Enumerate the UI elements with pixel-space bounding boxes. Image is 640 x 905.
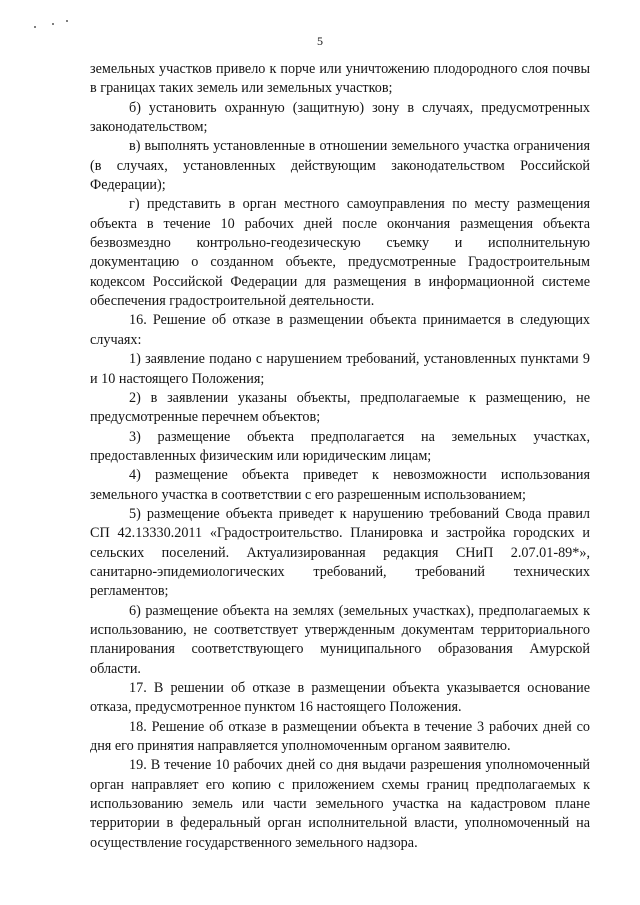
- scan-speck: [52, 23, 54, 25]
- paragraph-19: 19. В течение 10 рабочих дней со дня выдачи разрешения уполномоченный орган направляет его копию с приложением схемы границ предполагаемых к использованию земель или части земельного участка на кадастровом плане территории в федеральный орган исполнительной власти, уполномоченный на осуществление государственного земельного надзора.: [90, 757, 590, 851]
- paragraph-16-item-3: 3) размещение объекта предполагается на земельных участках, предоставленных физическим или юридическим лицам;: [90, 428, 590, 464]
- paragraph-16-item-5: 5) размещение объекта приведет к нарушению требований Свода правил СП 42.13330.2011 «Градостроительство. Планировка и застройка городских и сельских поселений. Актуализированная редакция СНиП 2.07.01-89*», санитарно-эпидемиологических требований, требований технических регламентов;: [90, 505, 590, 600]
- scan-speck: [66, 20, 68, 22]
- scan-speck: [34, 26, 36, 28]
- paragraph-16: 16. Решение об отказе в размещении объекта принимается в следующих случаях:: [90, 312, 590, 348]
- paragraph-15-v: в) выполнять установленные в отношении земельного участка ограничения (в случаях, установленных действующим законодательством Российской Федерации);: [90, 138, 590, 194]
- paragraph-16-item-4: 4) размещение объекта приведет к невозможности использования земельного участка в соответствии с его разрешенным использованием;: [90, 467, 590, 503]
- page-number: 5: [317, 34, 323, 48]
- document-body: [90, 60, 590, 853]
- paragraph-16-item-6: 6) размещение объекта на землях (земельных участках), предполагаемых к использованию, не соответствует утвержденным документам территориального планирования соответствующего муниципального образования Амурской области.: [90, 602, 590, 677]
- paragraph-16-item-2: 2) в заявлении указаны объекты, предполагаемые к размещению, не предусмотренные перечнем объектов;: [90, 389, 590, 426]
- paragraph-continuation: земельных участков привело к порче или уничтожению плодородного слоя почвы в границах таких земель или земельных участков;: [90, 61, 590, 97]
- paragraph-15-g: г) представить в орган местного самоуправления по месту размещения объекта в течение 10 рабочих дней после окончания размещения объекта безвозмездно контрольно-геодезическую съемку и исполнительную документацию о созданном объекте, предусмотренные Градостроительным кодексом Российской Федерации для размещения в информационной системе обеспечения градостроительной деятельности.: [90, 196, 590, 310]
- scan-marks: [34, 20, 74, 34]
- paragraph-15-b: б) установить охранную (защитную) зону в случаях, предусмотренных законодательством;: [90, 99, 590, 136]
- paragraph-17: 17. В решении об отказе в размещении объекта указывается основание отказа, предусмотренное пунктом 16 настоящего Положения.: [90, 680, 590, 716]
- paragraph-18: 18. Решение об отказе в размещении объекта в течение 3 рабочих дней со дня его принятия направляется уполномоченным органом заявителю.: [90, 718, 590, 755]
- paragraph-16-item-1: 1) заявление подано с нарушением требований, установленных пунктами 9 и 10 настоящего Положения;: [90, 351, 590, 387]
